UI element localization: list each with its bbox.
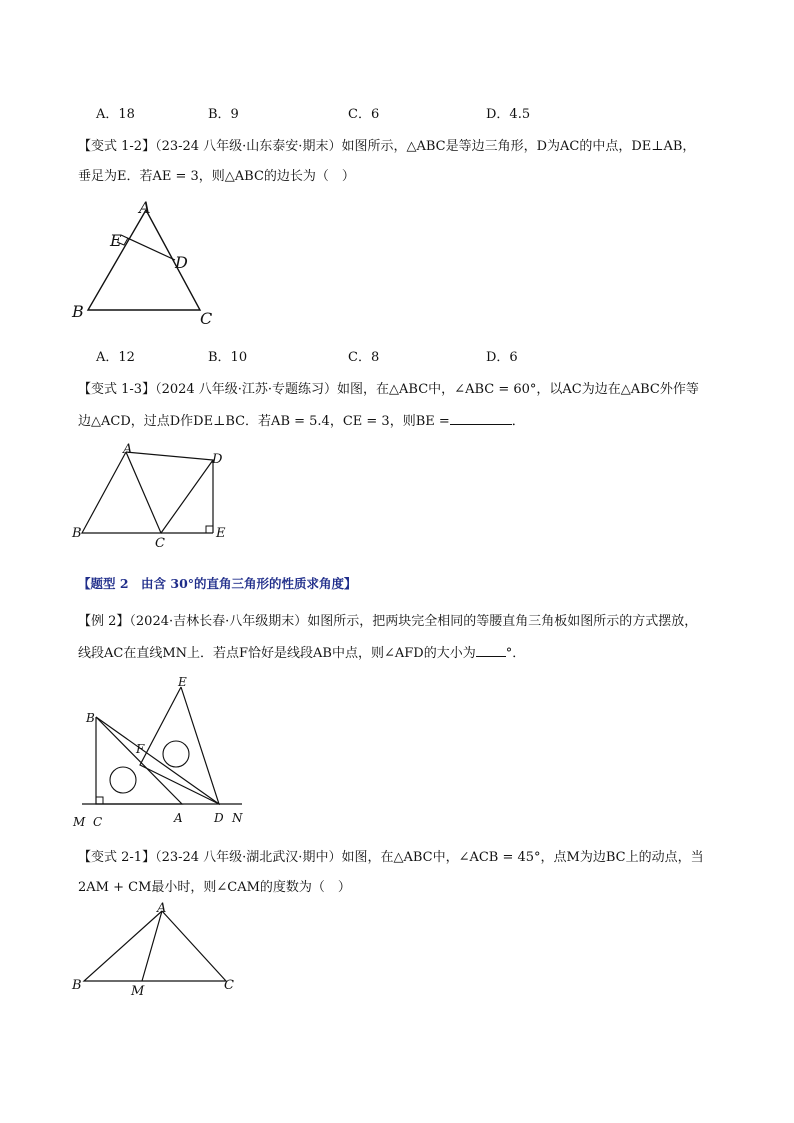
option-c: C．6 — [348, 107, 380, 122]
label-b: B — [86, 711, 95, 725]
triangle-abc — [96, 717, 182, 804]
triangle-hole-right — [163, 741, 189, 767]
label-c: C — [93, 815, 103, 829]
v12-question-line2: 垂足为E．若AE = 3，则△ABC的边长为（ ） — [78, 169, 355, 184]
option-a: A．18 — [96, 107, 135, 122]
label-f: F — [136, 742, 145, 756]
ex2-question-line1: 【例 2】（2024·吉林长春·八年级期末）如图所示，把两块完全相同的等腰直角三角板如图所示的方式摆放， — [78, 614, 698, 629]
label-d: D — [214, 811, 224, 825]
triangle-abc — [82, 452, 161, 533]
option-b: B．10 — [208, 350, 248, 365]
option-a: A．12 — [96, 350, 135, 365]
label-a: A — [139, 198, 151, 217]
label-a: A — [174, 811, 183, 825]
label-c: C — [200, 309, 213, 328]
ex2-line2-end: °． — [505, 646, 526, 661]
ex2-line2-text: 线段AC在直线MN上．若点F恰好是线段AB中点，则∠AFD的大小为 — [78, 646, 476, 661]
v13-line2-text: 边△ACD，过点D作DE⊥BC．若AB = 5.4，CE = 3，则BE = — [78, 414, 450, 429]
label-a: A — [123, 442, 133, 457]
v13-figure — [66, 440, 236, 550]
label-m: M — [73, 815, 86, 829]
label-b: B — [72, 978, 82, 993]
label-a: A — [157, 901, 167, 916]
v12-question-line1: 【变式 1-2】（23-24 八年级·山东泰安·期末）如图所示，△ABC是等边三角形，D为AC的中点，DE⊥AB， — [78, 139, 696, 154]
ex2-question-line2 — [78, 642, 525, 661]
label-b: B — [72, 526, 82, 541]
option-b: B．9 — [208, 107, 239, 122]
answer-blank — [476, 644, 506, 657]
v13-question-line1: 【变式 1-3】（2024 八年级·江苏·专题练习）如图，在△ABC中，∠ABC = 60°，以AC为边在△ABC外作等 — [78, 382, 699, 397]
v12-figure — [62, 196, 232, 330]
v21-question-line1: 【变式 2-1】（23-24 八年级·湖北武汉·期中）如图，在△ABC中，∠ACB = 45°，点M为边BC上的动点，当 — [78, 850, 704, 865]
option-d: D．4.5 — [486, 107, 531, 122]
triangle-hole-left — [110, 767, 136, 793]
label-e: E — [178, 675, 187, 689]
triangle-def — [140, 687, 219, 804]
v13-line2-end: ． — [511, 414, 525, 429]
right-angle-mark — [206, 526, 213, 533]
triangle-acd — [126, 452, 213, 533]
label-c: C — [224, 978, 234, 993]
label-b: B — [72, 302, 84, 321]
label-n: N — [232, 811, 243, 825]
v12-options — [96, 346, 616, 364]
v13-question-line2 — [78, 410, 525, 429]
right-angle-mark — [96, 797, 103, 804]
segment-bd — [96, 717, 219, 804]
q0-options — [96, 103, 616, 121]
triangle-abc — [84, 911, 226, 981]
label-d: D — [212, 452, 223, 467]
ex2-figure — [64, 672, 254, 832]
label-d: D — [175, 253, 188, 272]
v21-question-line2: 2AM + CM最小时，则∠CAM的度数为（ ） — [78, 880, 351, 895]
answer-blank — [450, 412, 512, 425]
segment-am — [142, 911, 162, 981]
option-c: C．8 — [348, 350, 380, 365]
label-e: E — [216, 526, 226, 541]
section-heading: 【题型 2 由含 30°的直角三角形的性质求角度】 — [78, 576, 357, 591]
label-c: C — [155, 536, 165, 550]
option-d: D．6 — [486, 350, 518, 365]
label-e: E — [110, 231, 122, 250]
label-m: M — [131, 984, 145, 999]
v21-figure — [64, 896, 254, 1000]
